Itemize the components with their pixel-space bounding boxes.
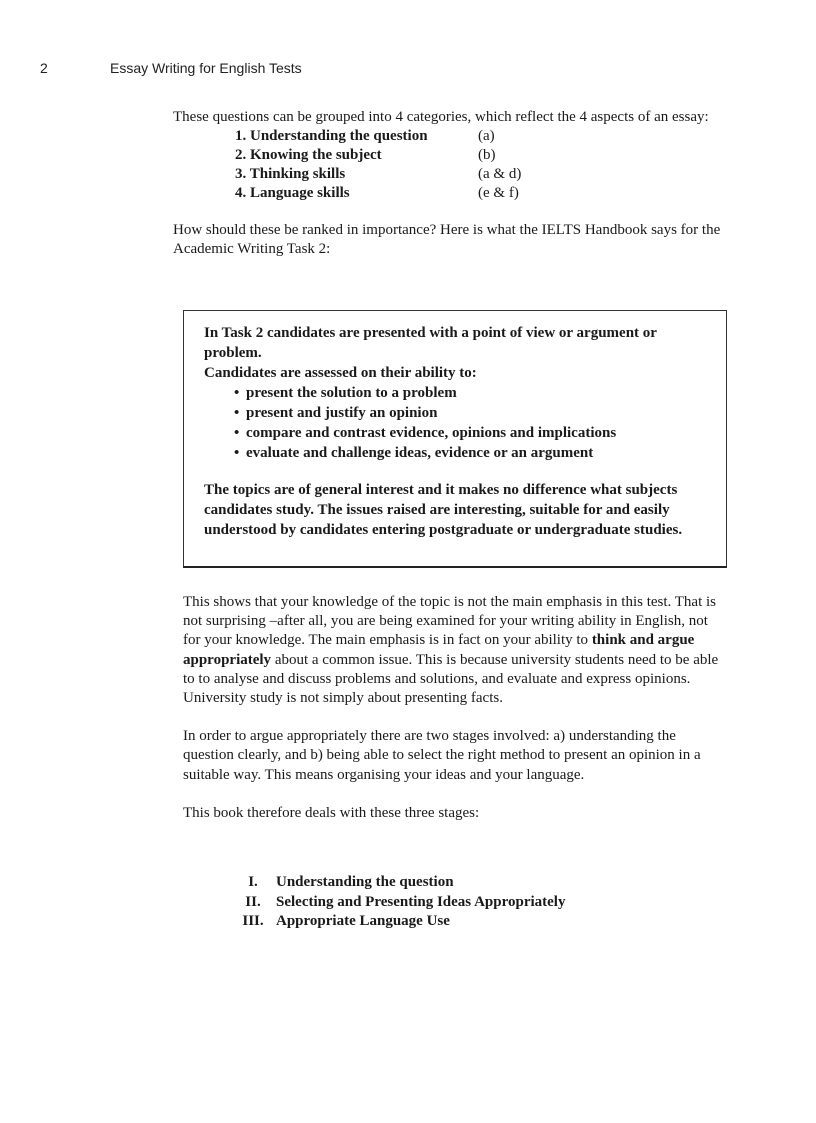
body-paragraph-1 (183, 593, 728, 708)
category-code: (b) (478, 147, 496, 163)
list-item (235, 165, 733, 184)
list-item: • present and justify an opinion (234, 403, 708, 423)
ielts-handbook-quote-box (183, 310, 727, 568)
stage-label: Understanding the question (276, 874, 454, 890)
stages-list (230, 873, 565, 932)
stage-number: I. (248, 874, 258, 890)
body-paragraph-2: In order to argue appropriately there are two stages involved: a) understanding the question clearly, and b) being able to select the right method to present an opinion in a suitable way. This means organising your ideas and your language. (183, 728, 701, 783)
body-section (183, 593, 728, 823)
intro-paragraph: These questions can be grouped into 4 categories, which reflect the 4 aspects of an essay: (173, 109, 709, 125)
category-code: (a) (478, 128, 495, 144)
intro-section (173, 108, 733, 259)
quote-line-1: In Task 2 candidates are presented with a point of view or argument or problem. (204, 325, 657, 361)
page-number: 2 (40, 60, 48, 76)
list-item: • evaluate and challenge ideas, evidence or an argument (234, 443, 708, 463)
list-item (235, 146, 733, 165)
category-label: 2. Knowing the subject (235, 147, 382, 163)
body-paragraph-3: This book therefore deals with these three stages: (183, 804, 480, 821)
quote-bullet-list (204, 383, 708, 463)
stage-label: Appropriate Language Use (276, 913, 450, 929)
list-item (235, 127, 733, 146)
list-item: • compare and contrast evidence, opinions and implications (234, 423, 708, 443)
list-item: • present the solution to a problem (234, 383, 708, 403)
category-list (235, 127, 733, 203)
body-text: about a common issue. This is because university students need to be able to to analyse and discuss problems and solutions, and evaluate and express opinions. University study is not simply about presenting facts. (183, 651, 719, 707)
stage-label: Selecting and Presenting Ideas Appropriately (276, 893, 566, 910)
quote-line-2: Candidates are assessed on their ability to: (204, 365, 477, 381)
list-item (230, 912, 565, 932)
ranking-question-paragraph: How should these be ranked in importance? Here is what the IELTS Handbook says for the Academic Writing Task 2: (173, 222, 721, 257)
body-text: This shows that your knowledge of the topic is not the main emphasis in this test. That is not surprising –after all, you are being examined for your writing ability in English, not for your knowledge. The main emphasis is in fact on your ability to (183, 594, 716, 649)
list-item (230, 893, 565, 913)
quote-paragraph-2: The topics are of general interest and it makes no difference what subjects candidates study. The issues raised are interesting, suitable for and easily understood by candidates entering postgraduate or undergraduate studies. (204, 482, 683, 538)
running-title: Essay Writing for English Tests (110, 60, 302, 76)
list-item (235, 184, 733, 203)
emphasis-text: think and argue appropriately (183, 632, 695, 668)
category-label: 4. Language skills (235, 185, 350, 201)
list-item (230, 873, 565, 893)
stage-number: III. (242, 913, 264, 929)
page-header (0, 60, 816, 82)
category-label: 1. Understanding the question (235, 128, 428, 144)
category-code: (a & d) (478, 166, 522, 182)
category-code: (e & f) (478, 185, 519, 201)
category-label: 3. Thinking skills (235, 166, 346, 182)
stage-number: II. (245, 893, 261, 910)
